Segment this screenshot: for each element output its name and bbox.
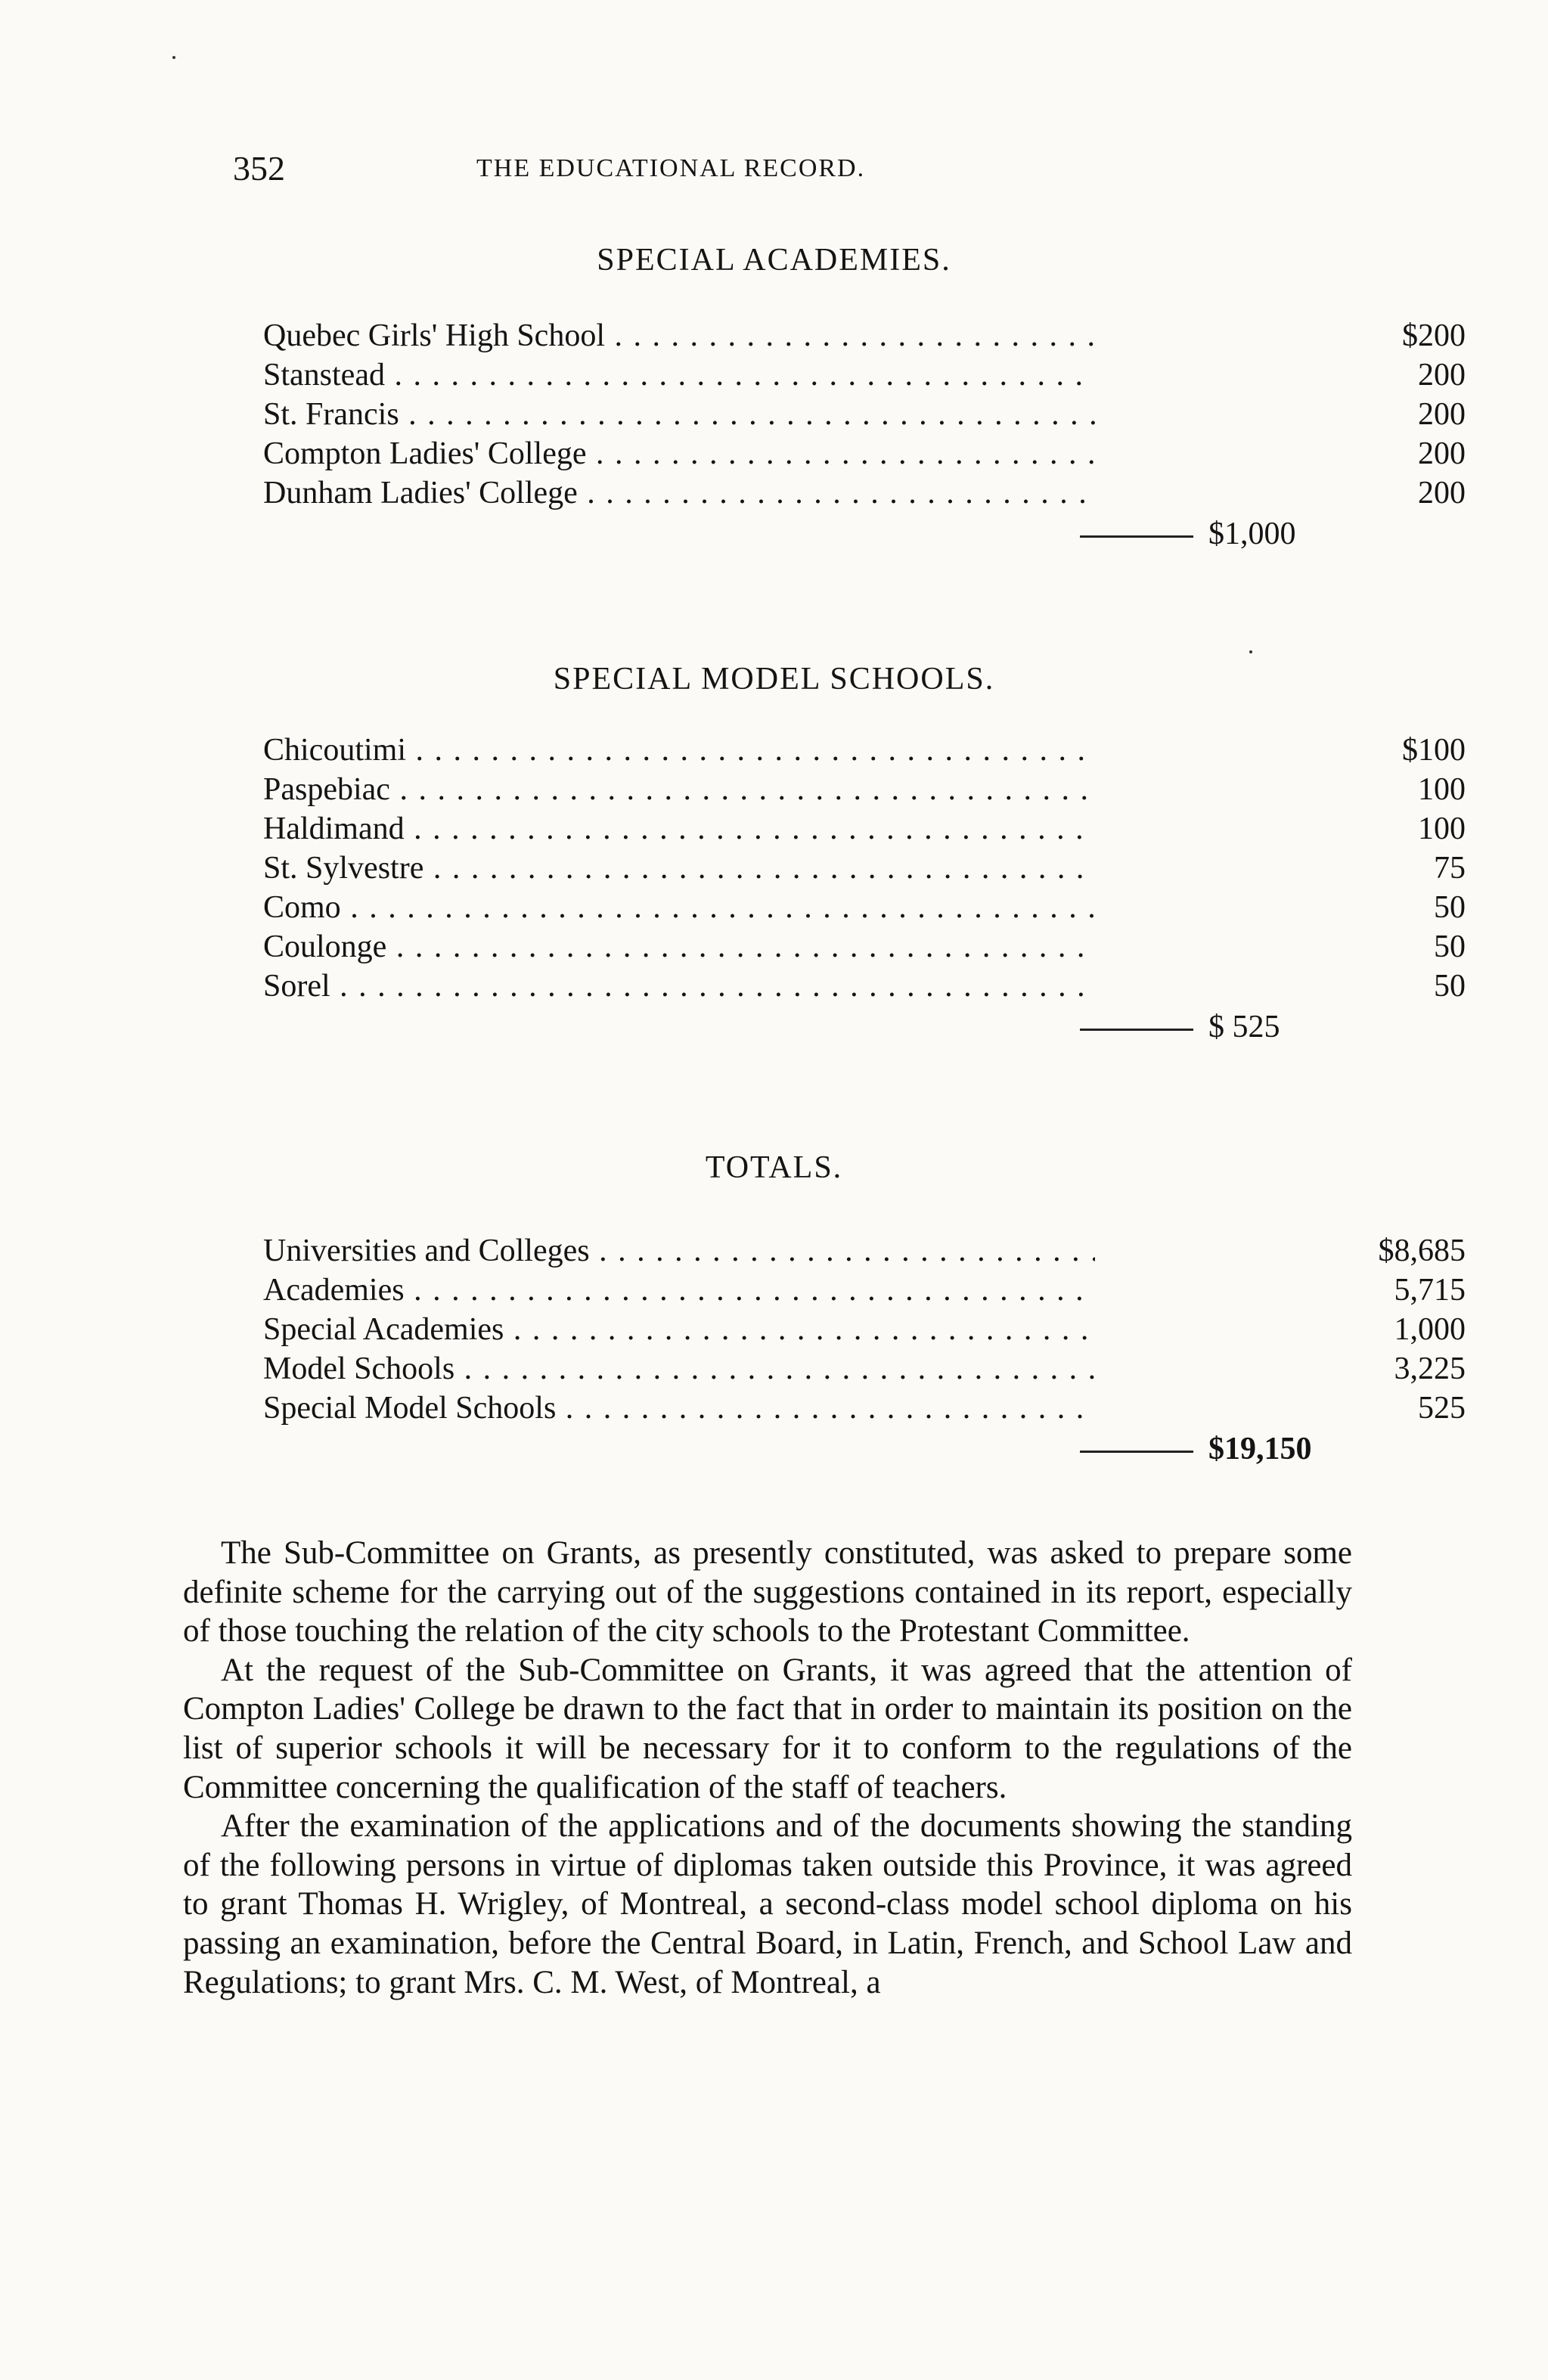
table-row <box>263 355 1466 395</box>
section-total-line <box>263 513 1352 558</box>
school-name: St. Francis . . . <box>263 395 1095 434</box>
grant-amount: 50 <box>1095 927 1466 967</box>
school-name: Quebec Girls' High School . . . <box>263 316 1095 355</box>
total-rule <box>1080 535 1193 538</box>
school-name: Coulonge . . . <box>263 927 1095 967</box>
grant-amount: 100 <box>1095 770 1466 809</box>
category-name: Universities and Colleges . . . <box>263 1231 1095 1271</box>
special-academies-table <box>263 316 1466 558</box>
section-heading-special-academies: SPECIAL ACADEMIES. <box>597 243 951 278</box>
table-row <box>263 809 1466 849</box>
table-row <box>263 1389 1466 1428</box>
paragraph: The Sub-Committee on Grants, as presently constituted, was asked to prepare some definite scheme for the carrying out of the suggestions contained in its report, especially of those touching the relation of the city schools to the Protestant Committee. <box>183 1535 1352 1649</box>
table-row <box>263 967 1466 1006</box>
school-name: Dunham Ladies' College . . . <box>263 473 1095 513</box>
school-name: St. Sylvestre . . . <box>263 849 1095 888</box>
table-row <box>263 849 1466 888</box>
section-heading-totals: TOTALS. <box>705 1150 843 1185</box>
table-row <box>263 473 1466 513</box>
journal-title: THE EDUCATIONAL RECORD. <box>476 154 866 182</box>
running-head <box>0 148 1548 194</box>
grant-amount: 200 <box>1095 473 1466 513</box>
table-row <box>263 1349 1466 1389</box>
category-name: Academies . . . <box>263 1271 1095 1310</box>
paragraph: At the request of the Sub-Committee on Grants, it was agreed that the attention of Compton Ladies' College be drawn to the fact that in order to maintain its position on the list of superior schools it will be necessary for it to conform to the regulations of the Committee concerning the qualification of the staff of teachers. <box>183 1652 1352 1805</box>
table-row <box>263 888 1466 927</box>
section-total: $ 525 <box>1208 1010 1280 1044</box>
table-row <box>263 316 1466 355</box>
grant-amount: 3,225 <box>1095 1349 1466 1389</box>
grand-total: $19,150 <box>1208 1432 1312 1466</box>
grant-amount: 50 <box>1095 888 1466 927</box>
grant-amount: 5,715 <box>1095 1271 1466 1310</box>
category-name: Special Academies . . . <box>263 1310 1095 1349</box>
total-rule <box>1080 1029 1193 1031</box>
section-heading-special-model-schools: SPECIAL MODEL SCHOOLS. <box>553 662 995 697</box>
school-name: Sorel . . . <box>263 967 1095 1006</box>
school-name: Como . . . <box>263 888 1095 927</box>
grant-amount: 75 <box>1095 849 1466 888</box>
grant-amount: $100 <box>1095 731 1466 770</box>
grant-amount: $8,685 <box>1095 1231 1466 1271</box>
school-name: Haldimand . . . <box>263 809 1095 849</box>
table-row <box>263 927 1466 967</box>
special-model-schools-table <box>263 731 1466 1051</box>
table-row <box>263 1271 1466 1310</box>
table-row <box>263 770 1466 809</box>
category-name: Model Schools . . . <box>263 1349 1095 1389</box>
section-total: $1,000 <box>1208 517 1296 551</box>
page-number: 352 <box>233 149 285 188</box>
school-name: Stanstead . . . <box>263 355 1095 395</box>
school-name: Compton Ladies' College . . . <box>263 434 1095 473</box>
grant-amount: 200 <box>1095 355 1466 395</box>
grand-total-line <box>263 1428 1352 1473</box>
table-row <box>263 1310 1466 1349</box>
minutes-text <box>183 1534 1352 2002</box>
table-row <box>263 434 1466 473</box>
grant-amount: 100 <box>1095 809 1466 849</box>
table-row <box>263 731 1466 770</box>
grant-amount: 200 <box>1095 395 1466 434</box>
grant-amount: $200 <box>1095 316 1466 355</box>
total-rule <box>1080 1451 1193 1453</box>
grant-amount: 50 <box>1095 967 1466 1006</box>
school-name: Chicoutimi . . . <box>263 731 1095 770</box>
print-speck <box>1249 650 1252 653</box>
school-name: Paspebiac . . . <box>263 770 1095 809</box>
print-speck <box>172 56 175 59</box>
paragraph: After the examination of the applications and of the documents showing the standing of the following persons in virtue of diplomas taken outside this Province, it was agreed to grant Thomas H. Wrigley, of Montreal, a second-class model school diploma on his passing an examination, before the Central Board, in Latin, French, and School Law and Regulations; to grant Mrs. C. M. West, of Montreal, a <box>183 1808 1352 2000</box>
category-name: Special Model Schools . . . <box>263 1389 1095 1428</box>
table-row <box>263 395 1466 434</box>
table-row <box>263 1231 1466 1271</box>
section-total-line <box>263 1006 1352 1051</box>
grant-amount: 200 <box>1095 434 1466 473</box>
grant-amount: 525 <box>1095 1389 1466 1428</box>
grant-amount: 1,000 <box>1095 1310 1466 1349</box>
totals-table <box>263 1231 1466 1473</box>
